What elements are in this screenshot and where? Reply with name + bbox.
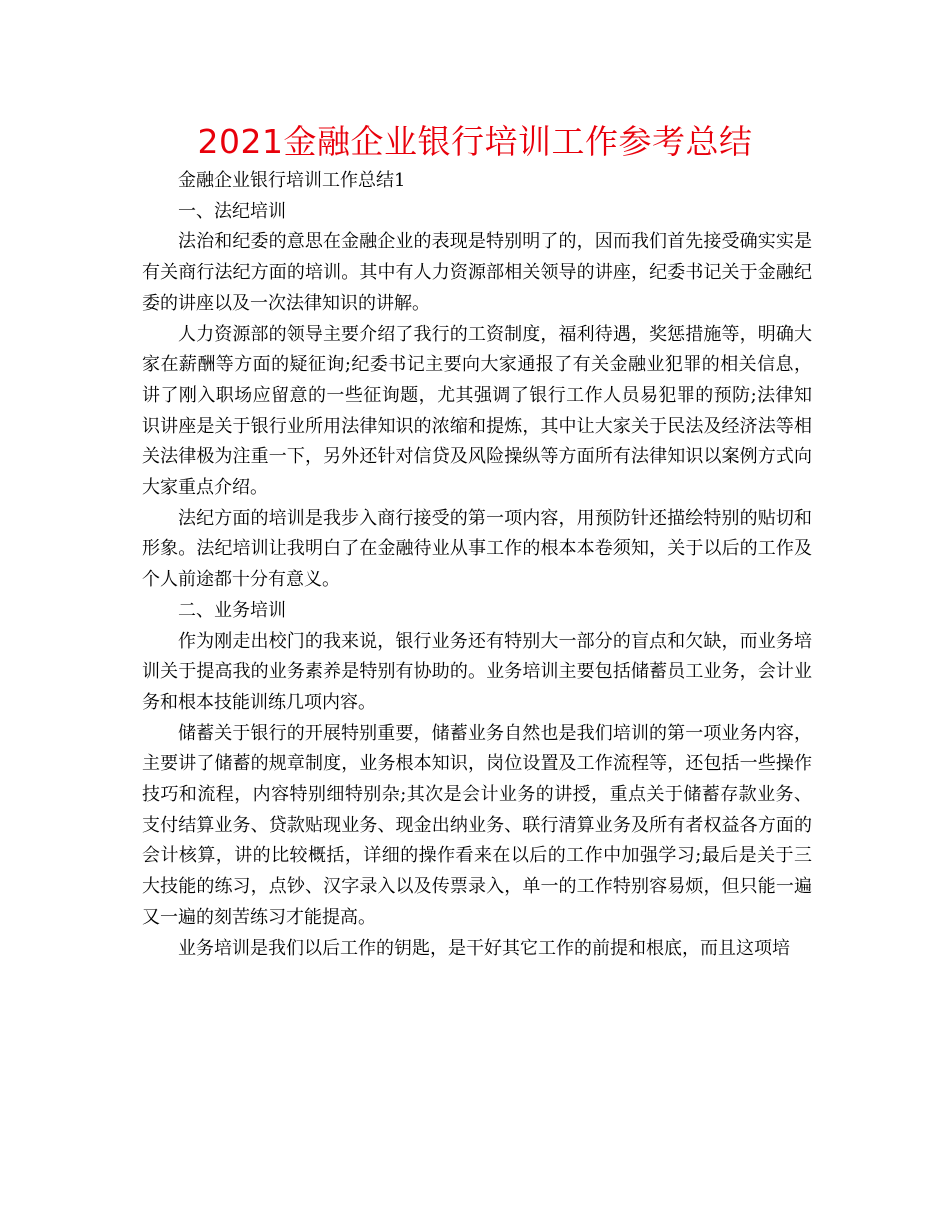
document-subtitle: 金融企业银行培训工作总结1 — [178, 170, 406, 191]
paragraph: 储蓄关于银行的开展特别重要，储蓄业务自然也是我们培训的第一项业务内容，主要讲了储蓄的规章制度，业务根本知识，岗位设置及工作流程等，还包括一些操作技巧和流程，内容特别细特别杂;其次是会计业务的讲授，重点关于储蓄存款业务、支付结算业务、贷款贴现业务、现金出纳业务、联行清算业务及所有者权益各方面的会计核算，讲的比较概括，详细的操作看来在以后的工作中加强学习;最后是关于三大技能的练习，点钞、汉字录入以及传票录入，单一的工作特别容易烦，但只能一遍又一遍的刻苦练习才能提高。 — [142, 722, 812, 928]
paragraph: 人力资源部的领导主要介绍了我行的工资制度，福利待遇，奖惩措施等，明确大家在薪酬等方面的疑征询;纪委书记主要向大家通报了有关金融业犯罪的相关信息，讲了刚入职场应留意的一些征询题，尤其强调了银行工作人员易犯罪的预防;法律知识讲座是关于银行业所用法律知识的浓缩和提炼，其中让大家关于民法及经济法等相关法律极为注重一下，另外还针对信贷及风险操纵等方面所有法律知识以案例方式向大家重点介绍。 — [142, 323, 812, 499]
document-body — [142, 166, 812, 964]
section-heading-business: 二、业务培训 — [178, 599, 286, 621]
paragraph: 作为刚走出校门的我来说，银行业务还有特别大一部分的盲点和欠缺，而业务培训关于提高我的业务素养是特别有协助的。业务培训主要包括储蓄员工业务，会计业务和根本技能训练几项内容。 — [142, 630, 812, 713]
section-heading-legal: 一、法纪培训 — [178, 200, 286, 222]
paragraph: 法治和纪委的意思在金融企业的表现是特别明了的，因而我们首先接受确实实是有关商行法纪方面的培训。其中有人力资源部相关领导的讲座，纪委书记关于金融纪委的讲座以及一次法律知识的讲解。 — [142, 231, 812, 314]
paragraph: 法纪方面的培训是我步入商行接受的第一项内容，用预防针还描绘特别的贴切和形象。法纪培训让我明白了在金融待业从事工作的根本本卷须知，关于以后的工作及个人前途都十分有意义。 — [142, 507, 812, 591]
paragraph: 业务培训是我们以后工作的钥匙，是干好其它工作的前提和根底，而且这项培 — [178, 937, 790, 959]
document-title: 2021金融企业银行培训工作参考总结 — [197, 122, 753, 161]
